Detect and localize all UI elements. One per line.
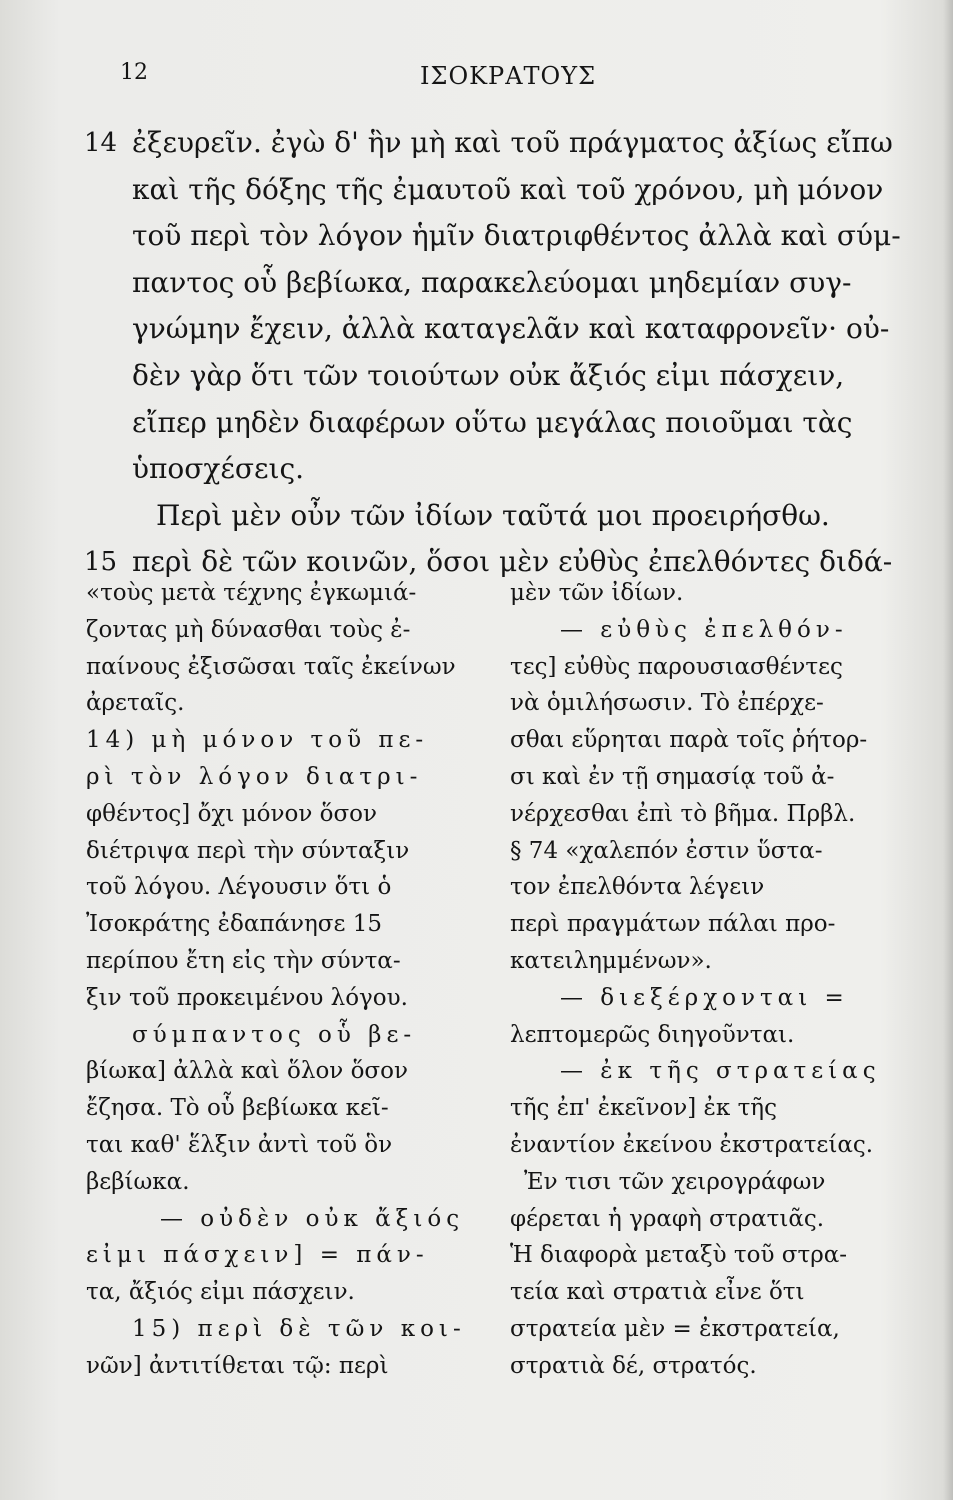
note-line: Ἡ διαφορὰ μεταξὺ τοῦ στρα- xyxy=(510,1242,848,1269)
note-line: ἀρεταῖς. xyxy=(86,690,185,717)
page-edge-shadow xyxy=(943,0,953,1500)
note-line: λεπτομερῶς διηγοῦνται. xyxy=(510,1021,795,1048)
commentary-left-column xyxy=(86,575,481,1385)
commentary-right-column xyxy=(510,575,910,1385)
main-line-text: περὶ δὲ τῶν κοινῶν, ὅσοι μὲν εὐθὺς ἐπελθόντες διδά- xyxy=(132,545,893,579)
main-line-text: ὑποσχέσεις. xyxy=(132,452,305,486)
note-line: κατειλημμένων». xyxy=(510,947,712,974)
main-line-text: καὶ τῆς δόξης τῆς ἐμαυτοῦ καὶ τοῦ χρόνου, μὴ μόνον xyxy=(132,172,884,206)
main-line-text: εἴπερ μηδὲν διαφέρων οὕτω μεγάλας ποιοῦμαι τὰς xyxy=(132,405,853,439)
note-line: τες] εὐθὺς παρουσιασθέντες xyxy=(510,653,843,680)
main-text-block xyxy=(84,120,944,586)
note-line: τῆς ἐπ' ἐκεῖνον] ἐκ τῆς xyxy=(510,1095,777,1122)
note-line: — οὐδὲν οὐκ ἄξιός xyxy=(160,1205,465,1232)
note-line: νῶν] ἀντιτίθεται τῷ: περὶ xyxy=(86,1352,389,1379)
main-line xyxy=(84,306,944,353)
note-line: § 74 «χαλεπόν ἐστιν ὕστα- xyxy=(510,837,823,864)
note-line: φθέντος] ὄχι μόνον ὅσον xyxy=(86,800,377,827)
page-number: 12 xyxy=(120,60,148,85)
note-line: τον ἐπελθόντα λέγειν xyxy=(510,874,765,901)
note-line: ται καθ' ἕλξιν ἀντὶ τοῦ ὃν xyxy=(86,1131,393,1158)
main-line xyxy=(84,167,944,214)
running-title: ΙΣΟΚΡΑΤΟΥΣ xyxy=(420,62,597,90)
note-line: ζοντας μὴ δύνασθαι τοὺς ἐ- xyxy=(86,616,411,643)
note-line: βεβίωκα. xyxy=(86,1168,190,1195)
note-line: στρατιὰ δέ, στρατός. xyxy=(510,1352,757,1379)
main-line xyxy=(84,213,944,260)
main-line-text: γνώμην ἔχειν, ἀλλὰ καταγελᾶν καὶ καταφρονεῖν· οὐ- xyxy=(132,312,890,346)
note-line: νὰ ὁμιλήσωσιν. Τὸ ἐπέρχε- xyxy=(510,690,824,717)
main-line xyxy=(84,400,944,447)
note-line: μὲν τῶν ἰδίων. xyxy=(510,580,684,606)
note-line: Ἰσοκράτης ἐδαπάνησε 15 xyxy=(86,911,382,938)
note-line: σι καὶ ἐν τῇ σημασίᾳ τοῦ ἀ- xyxy=(510,763,835,790)
section-number: 15 xyxy=(84,547,118,578)
main-line-text: δὲν γὰρ ὅτι τῶν τοιούτων οὐκ ἄξιός εἰμι πάσχειν, xyxy=(132,358,845,392)
main-line xyxy=(84,446,944,493)
note-line: — ἐκ τῆς στρατείας xyxy=(560,1058,881,1085)
note-line: ξιν τοῦ προκειμένου λόγου. xyxy=(86,984,408,1011)
note-line: 15) περὶ δὲ τῶν κοι- xyxy=(132,1315,466,1342)
note-line: ρὶ τὸν λόγον διατρι- xyxy=(86,763,423,790)
main-line-text: τοῦ περὶ τὸν λόγον ἡμῖν διατριφθέντος ἀλλὰ καὶ σύμ- xyxy=(132,219,901,253)
note-line: βίωκα] ἀλλὰ καὶ ὅλον ὅσον xyxy=(86,1058,408,1085)
note-line: σύμπαντος οὗ βε- xyxy=(132,1021,417,1048)
main-line xyxy=(84,120,944,167)
note-line: παίνους ἐξισῶσαι ταῖς ἐκείνων xyxy=(86,653,456,680)
note-line: τεία καὶ στρατιὰ εἶνε ὅτι xyxy=(510,1279,805,1306)
note-line: διέτριψα περὶ τὴν σύνταξιν xyxy=(86,837,410,864)
note-line: — διεξέρχονται = xyxy=(560,984,849,1011)
note-line: τοῦ λόγου. Λέγουσιν ὅτι ὁ xyxy=(86,874,392,901)
note-line: στρατεία μὲν = ἐκστρατεία, xyxy=(510,1315,840,1342)
main-line xyxy=(84,493,944,540)
note-line: περὶ πραγμάτων πάλαι προ- xyxy=(510,911,836,938)
main-line xyxy=(84,260,944,307)
main-line-text: ἐξευρεῖν. ἐγὼ δ' ἣν μὴ καὶ τοῦ πράγματος ἀξίως εἴπω xyxy=(132,126,893,159)
note-line: σθαι εὕρηται παρὰ τοῖς ῥήτορ- xyxy=(510,727,868,754)
page-header xyxy=(0,58,953,98)
main-line xyxy=(84,353,944,400)
note-line: εἰμι πάσχειν] = πάν- xyxy=(86,1242,429,1269)
note-line: «τοὺς μετὰ τέχνης ἐγκωμιά- xyxy=(86,580,417,606)
note-line: ἔζησα. Τὸ οὗ βεβίωκα κεῖ- xyxy=(86,1095,389,1122)
note-line: τα, ἄξιός εἰμι πάσχειν. xyxy=(86,1279,355,1306)
main-line-text: Περὶ μὲν οὖν τῶν ἰδίων ταῦτά μοι προειρήσθω. xyxy=(156,498,830,532)
section-number: 14 xyxy=(84,128,118,158)
note-line: 14) μὴ μόνον τοῦ πε- xyxy=(86,727,429,754)
note-line: Ἐν τισι τῶν χειρογράφων xyxy=(524,1168,826,1195)
note-line: ἐναντίον ἐκείνου ἐκστρατείας. xyxy=(510,1131,874,1158)
note-line: — εὐθὺς ἐπελθόν- xyxy=(560,616,848,643)
note-line: νέρχεσθαι ἐπὶ τὸ βῆμα. Πρβλ. xyxy=(510,800,856,827)
note-line: περίπου ἔτη εἰς τὴν σύντα- xyxy=(86,947,401,974)
main-line-text: παντος οὗ βεβίωκα, παρακελεύομαι μηδεμίαν συγ- xyxy=(132,265,852,299)
note-line: φέρεται ἡ γραφὴ στρατιᾶς. xyxy=(510,1205,825,1232)
